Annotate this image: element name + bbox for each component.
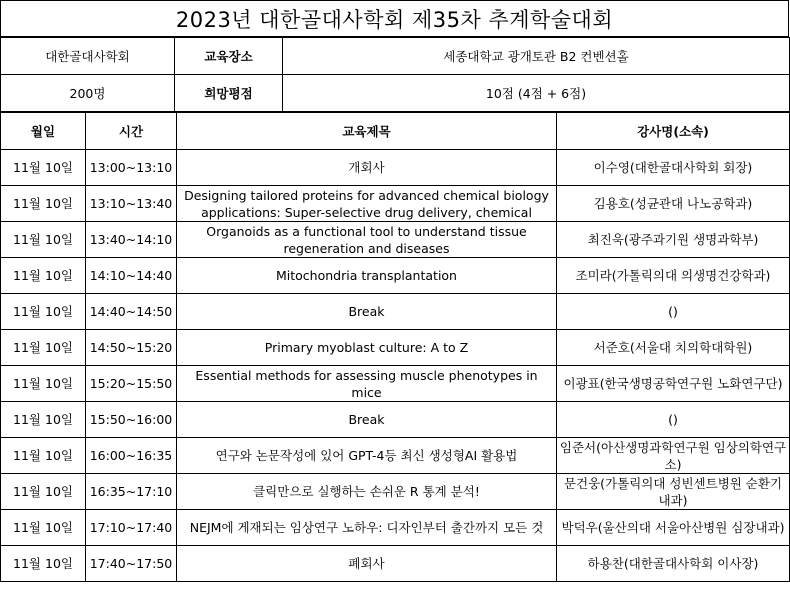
session-date: 11월 10일 (13, 196, 73, 211)
session-time: 17:40~17:50 (89, 556, 173, 571)
session-date: 11월 10일 (13, 160, 73, 175)
session-speaker-cell (557, 510, 790, 546)
session-speaker: 조미라(가톨릭의대 의생명건강학과) (575, 268, 771, 283)
session-time-cell (86, 330, 177, 366)
schedule-body (1, 150, 790, 582)
session-time: 13:40~14:10 (89, 232, 173, 247)
session-title-cell (177, 546, 557, 582)
session-title: 클릭만으로 실행하는 손쉬운 R 통계 분석! (253, 484, 480, 499)
session-date-cell (1, 150, 86, 186)
session-time-cell (86, 222, 177, 258)
header-speaker: 강사명(소속) (557, 113, 790, 150)
venue-cell: 세종대학교 광개토관 B2 컨벤션홀 (283, 38, 790, 75)
session-title-cell (177, 366, 557, 402)
session-date: 11월 10일 (13, 520, 73, 535)
session-title: Designing tailored proteins for advanced chemical biology applications: Super-selective drug delivery, chemical (184, 187, 549, 220)
session-date-cell (1, 366, 86, 402)
session-title-cell (177, 186, 557, 222)
schedule-row (1, 402, 790, 438)
session-date: 11월 10일 (13, 304, 73, 319)
session-time: 15:20~15:50 (89, 376, 173, 391)
session-date: 11월 10일 (13, 556, 73, 571)
session-time-cell (86, 366, 177, 402)
session-speaker-cell (557, 150, 790, 186)
session-speaker-cell (557, 438, 790, 474)
header-time: 시간 (86, 113, 177, 150)
session-title: Organoids as a functional tool to understand tissue regeneration and diseases (206, 223, 527, 256)
session-title-cell (177, 402, 557, 438)
session-time-cell (86, 150, 177, 186)
session-title-cell (177, 150, 557, 186)
session-time: 14:40~14:50 (89, 304, 173, 319)
session-speaker-cell (557, 366, 790, 402)
session-speaker: 서준호(서울대 치의학대학원) (593, 340, 753, 355)
session-speaker-cell (557, 222, 790, 258)
venue-label: 교육장소 (175, 38, 283, 75)
session-date: 11월 10일 (13, 448, 73, 463)
session-date: 11월 10일 (13, 376, 73, 391)
info-row-credit (1, 75, 790, 112)
session-title: Break (348, 304, 385, 319)
session-title-cell (177, 222, 557, 258)
session-time: 16:35~17:10 (89, 484, 173, 499)
session-title-cell (177, 330, 557, 366)
session-speaker: 이수영(대한골대사학회 회장) (593, 160, 753, 175)
session-time-cell (86, 294, 177, 330)
schedule-row (1, 294, 790, 330)
session-speaker: 임준서(아산생명과학연구원 임상의학연구소) (559, 439, 787, 472)
session-time-cell (86, 186, 177, 222)
session-date: 11월 10일 (13, 412, 73, 427)
credit-label: 희망평점 (175, 75, 283, 112)
session-speaker: 하용찬(대한골대사학회 이사장) (587, 556, 759, 571)
session-title: 폐회사 (348, 556, 385, 571)
session-date: 11월 10일 (13, 484, 73, 499)
session-time-cell (86, 438, 177, 474)
session-title: 개회사 (348, 160, 385, 175)
session-speaker-cell (557, 330, 790, 366)
session-title-cell (177, 258, 557, 294)
schedule-row (1, 474, 790, 510)
session-date: 11월 10일 (13, 340, 73, 355)
session-date-cell (1, 402, 86, 438)
schedule-row (1, 258, 790, 294)
session-date-cell (1, 474, 86, 510)
session-speaker: 김용호(성균관대 나노공학과) (593, 196, 753, 211)
session-title: Break (348, 412, 385, 427)
session-speaker: 문건웅(가톨릭의대 성빈센트병원 순환기내과) (563, 475, 783, 508)
session-date-cell (1, 294, 86, 330)
header-date: 월일 (1, 113, 86, 150)
schedule-row (1, 510, 790, 546)
session-title-cell (177, 438, 557, 474)
session-title-cell (177, 474, 557, 510)
session-date-cell (1, 258, 86, 294)
session-speaker: () (668, 412, 678, 427)
credit-cell: 10점 (4점 + 6점) (283, 75, 790, 112)
info-row-venue (1, 38, 790, 75)
session-speaker-cell (557, 402, 790, 438)
session-speaker-cell (557, 258, 790, 294)
session-date: 11월 10일 (13, 268, 73, 283)
session-time-cell (86, 402, 177, 438)
session-time: 13:00~13:10 (89, 160, 173, 175)
schedule-row (1, 222, 790, 258)
session-time-cell (86, 510, 177, 546)
session-time: 14:10~14:40 (89, 268, 173, 283)
session-time: 13:10~13:40 (89, 196, 173, 211)
session-title: Essential methods for assessing muscle phenotypes in mice (195, 367, 538, 400)
session-date-cell (1, 510, 86, 546)
session-time: 14:50~15:20 (89, 340, 173, 355)
schedule-table (0, 112, 790, 582)
session-speaker-cell (557, 474, 790, 510)
session-speaker-cell (557, 294, 790, 330)
session-speaker: 박덕우(울산의대 서울아산병원 심장내과) (561, 520, 785, 535)
session-speaker-cell (557, 186, 790, 222)
organizer-cell: 대한골대사학회 (1, 38, 175, 75)
page-title: 2023년 대한골대사학회 제35차 추계학술대회 (0, 0, 789, 37)
session-title-cell (177, 510, 557, 546)
session-speaker: () (668, 304, 678, 319)
session-speaker: 최진욱(광주과기원 생명과학부) (587, 232, 759, 247)
schedule-row (1, 366, 790, 402)
session-time: 15:50~16:00 (89, 412, 173, 427)
schedule-row (1, 186, 790, 222)
schedule-header-row (1, 113, 790, 150)
session-time: 16:00~16:35 (89, 448, 173, 463)
session-date: 11월 10일 (13, 232, 73, 247)
capacity-cell: 200명 (1, 75, 175, 112)
session-title: Mitochondria transplantation (276, 268, 457, 283)
session-date-cell (1, 222, 86, 258)
session-title: Primary myoblast culture: A to Z (264, 340, 469, 355)
session-title-cell (177, 294, 557, 330)
session-date-cell (1, 546, 86, 582)
session-title: 연구와 논문작성에 있어 GPT-4등 최신 생성형AI 활용법 (215, 448, 518, 463)
session-time-cell (86, 546, 177, 582)
session-time: 17:10~17:40 (89, 520, 173, 535)
session-date-cell (1, 186, 86, 222)
schedule-row (1, 438, 790, 474)
session-time-cell (86, 258, 177, 294)
session-date-cell (1, 438, 86, 474)
session-speaker: 이광표(한국생명공학연구원 노화연구단) (563, 376, 783, 391)
session-date-cell (1, 330, 86, 366)
header-title: 교육제목 (177, 113, 557, 150)
schedule-row (1, 330, 790, 366)
session-speaker-cell (557, 546, 790, 582)
schedule-row (1, 150, 790, 186)
info-table (0, 37, 790, 112)
session-title: NEJM에 게재되는 임상연구 노하우: 디자인부터 출간까지 모든 것 (189, 520, 544, 535)
session-time-cell (86, 474, 177, 510)
schedule-row (1, 546, 790, 582)
